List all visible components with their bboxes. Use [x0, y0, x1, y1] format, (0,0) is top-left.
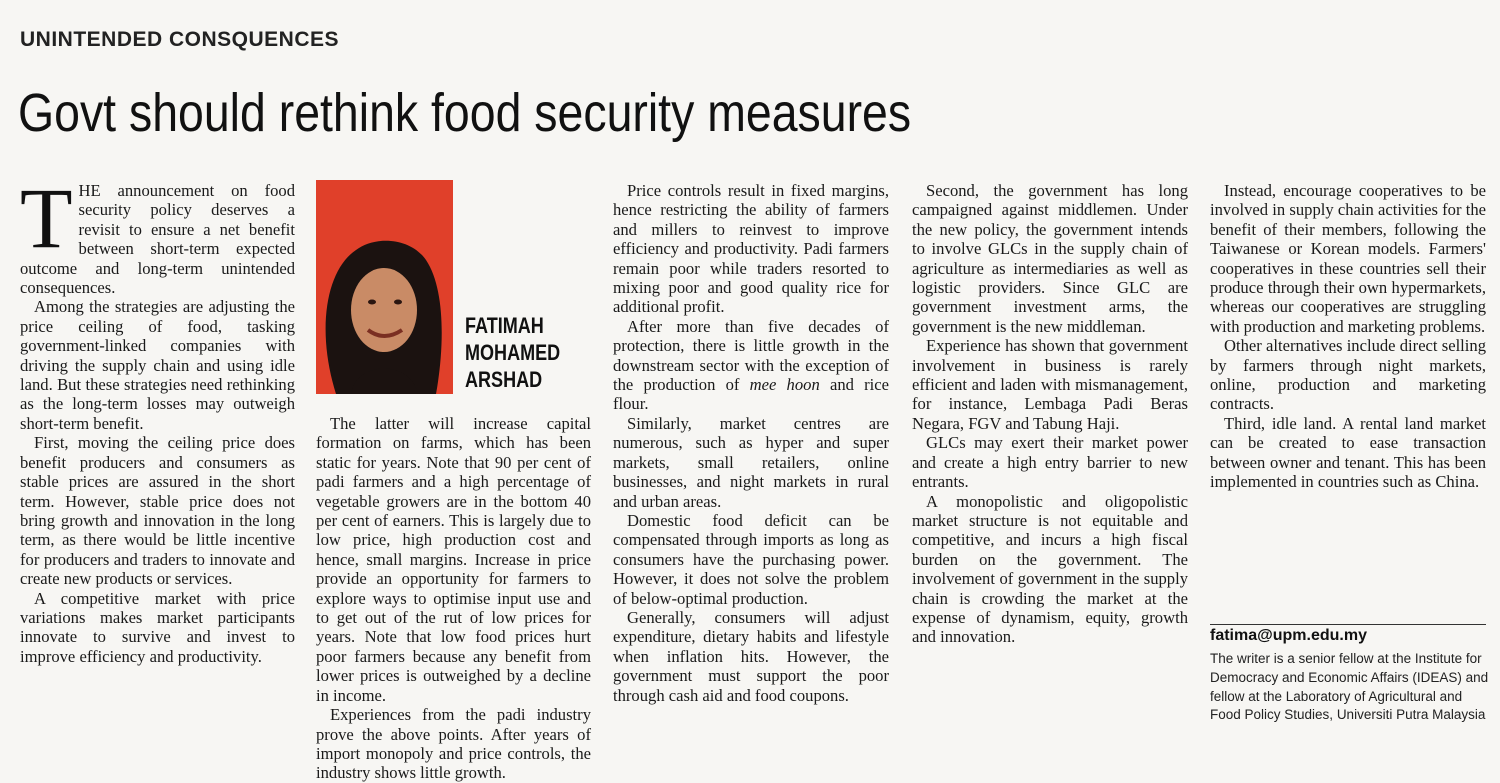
- article-paragraph: Domestic food deficit can be compensated through imports as long as consumers have the purchasing power. However, it does not solve the problem of below-optimal production.: [613, 510, 889, 608]
- article-paragraph: Instead, encourage cooperatives to be involved in supply chain activities for the benefit of their members, following the Taiwanese or Korean models. Farmers' cooperatives in these countries sell their produce through their own hypermarkets, whereas our cooperatives are struggling with production and marketing problems.: [1210, 181, 1486, 336]
- author-name-line-3: ARSHAD: [465, 367, 543, 392]
- headline: Govt should rethink food security measures: [18, 83, 912, 143]
- portrait-eye-right: [394, 300, 402, 305]
- article-paragraph: A competitive market with price variations makes market participants innovate to survive and invest to improve efficiency and productivity.: [20, 588, 295, 666]
- portrait-eye-left: [368, 300, 376, 305]
- portrait-face: [351, 268, 417, 352]
- article-column-2: [316, 414, 591, 783]
- article-paragraph: Other alternatives include direct selling by farmers through night markets, online, production and marketing contracts.: [1210, 336, 1486, 414]
- article-column-4: [912, 181, 1188, 771]
- article-paragraph: Experiences from the padi industry prove the above points. After years of import monopoly and price controls, the industry shows little growth.: [316, 705, 591, 783]
- article-column-3: [613, 181, 889, 771]
- article-paragraph: Price controls result in fixed margins, hence restricting the ability of farmers and millers to reinvest to improve efficiency and productivity. Padi farmers remain poor while traders resorted to mixing poor and good quality rice for additional profit.: [613, 181, 889, 317]
- article-paragraph: Experience has shown that government involvement in business is rarely efficient and laden with mismanagement, for instance, Lembaga Padi Beras Negara, FGV and Tabung Haji.: [912, 336, 1188, 433]
- article-column-5: [1210, 181, 1486, 621]
- italic-term: mee hoon: [749, 375, 820, 395]
- author-photo: [316, 180, 453, 394]
- article-paragraph: Second, the government has long campaigned against middlemen. Under the new policy, the government intends to involve GLCs in the supply chain of agriculture as intermediaries as well as logistic providers. Since GLC are government investment arms, the government is the new middleman.: [912, 181, 1188, 336]
- article-column-1: [20, 170, 295, 771]
- paragraph-text: After more than five decades of protection, there is little growth in the downstream sector with the exception of the production of: [613, 316, 889, 395]
- author-name-line-2: MOHAMED: [465, 340, 561, 365]
- paragraph-text: HE announcement on food security policy deserves a revisit to ensure a net benefit between short-term expected outcome and long-term unintended consequences.: [20, 181, 295, 298]
- article-paragraph: Generally, consumers will adjust expenditure, dietary habits and lifestyle when inflation hits. However, the government must support the poor through cash aid and food coupons.: [613, 607, 889, 705]
- drop-cap: T: [20, 170, 73, 266]
- article-paragraph: The latter will increase capital formation on farms, which has been static for years. Note that 90 per cent of padi farmers and a high percentage of vegetable growers are in the bottom 40 per cent of earners. This is largely due to low price, high production cost and hence, small margins. Increase in price provide an opportunity for farmers to explore ways to optimise input use and to get out of the rut of low prices for years. Note that low food prices hurt poor farmers because any benefit from lower prices is outweighed by a decline in income.: [316, 414, 591, 705]
- section-label: UNINTENDED CONSQUENCES: [20, 28, 340, 51]
- author-bio: The writer is a senior fellow at the Institute for Democracy and Economic Affairs (IDEAS) and fellow at the Laboratory of Agricultural and Food Policy Studies, Universiti Putra Malaysia: [1210, 651, 1489, 723]
- article-paragraph: Third, idle land. A rental land market can be created to ease transaction between owner and tenant. This has been implemented in countries such as China.: [1210, 413, 1486, 492]
- author-portrait-image: [316, 180, 453, 394]
- bio-divider: [1210, 624, 1486, 625]
- author-byline: [465, 312, 560, 393]
- paragraph-text: and rice flour.: [613, 375, 889, 414]
- article-paragraph: [613, 317, 889, 414]
- article-paragraph: GLCs may exert their market power and create a high entry barrier to new entrants.: [912, 433, 1188, 492]
- author-email: fatima@upm.edu.my: [1210, 627, 1367, 644]
- article-paragraph: Among the strategies are adjusting the price ceiling of food, tasking government-linked companies with driving the supply chain and using idle land. But these strategies need rethinking as the long-term losses may outweigh short-term benefit.: [20, 297, 295, 433]
- article-paragraph: A monopolistic and oligopolistic market structure is not equitable and competitive, and incurs a high fiscal burden on the government. The involvement of government in the supply chain is crowding the market at the expense of dynamism, equity, growth and innovation.: [912, 491, 1188, 647]
- author-name-line-1: FATIMAH: [465, 313, 544, 338]
- article-paragraph: Similarly, market centres are numerous, such as hyper and super markets, small retailers, online businesses, and night markets in rural and urban areas.: [613, 413, 889, 511]
- article-paragraph: First, moving the ceiling price does benefit producers and consumers as stable prices are assured in the short term. However, stable price does not bring growth and innovation in the long term, as there would be little incentive for producers and traders to innovate and create new products or services.: [20, 433, 295, 589]
- lead-paragraph: [20, 170, 295, 298]
